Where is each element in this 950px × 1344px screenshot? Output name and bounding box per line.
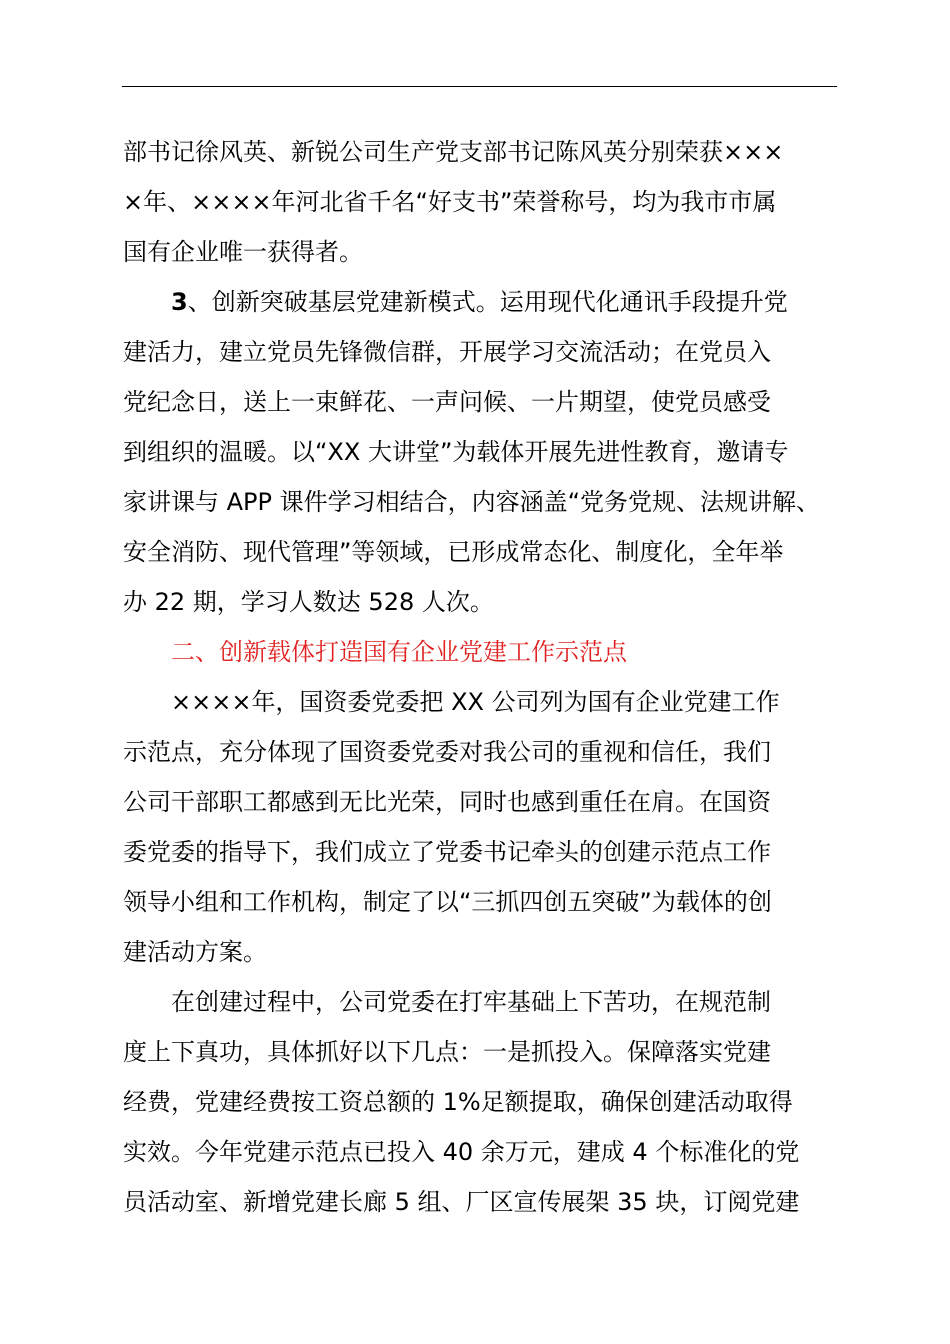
text-line: 实效。今年党建示范点已投入 40 余万元，建成 4 个标准化的党 [123, 1138, 800, 1166]
section-heading: 二、创新载体打造国有企业党建工作示范点 [171, 638, 627, 666]
document-body [123, 127, 839, 1227]
text-line: 在创建过程中，公司党委在打牢基础上下苦功，在规范制 [171, 988, 771, 1016]
text-line: 领导小组和工作机构，制定了以“三抓四创五突破”为载体的创 [123, 888, 772, 916]
text-line: 国有企业唯一获得者。 [123, 238, 363, 266]
text-line: 党纪念日，送上一束鲜花、一声问候、一片期望，使党员感受 [123, 388, 771, 416]
text-line: 公司干部职工都感到无比光荣，同时也感到重任在肩。在国资 [123, 788, 771, 816]
text-line: ××××年，国资委党委把 XX 公司列为国有企业党建工作 [171, 688, 780, 716]
text-line: 委党委的指导下，我们成立了党委书记牵头的创建示范点工作 [123, 838, 771, 866]
text-line: 到组织的温暖。以“XX 大讲堂”为载体开展先进性教育，邀请专 [123, 438, 789, 466]
text-line: 、创新突破基层党建新模式。运用现代化通讯手段提升党 [187, 288, 788, 316]
text-line: 度上下真功，具体抓好以下几点：一是抓投入。保障落实党建 [123, 1038, 771, 1066]
text-line: 示范点，充分体现了国资委党委对我公司的重视和信任，我们 [123, 738, 771, 766]
text-line: 家讲课与 APP 课件学习相结合，内容涵盖“党务党规、法规讲解、 [123, 488, 821, 516]
item-number: 3 [171, 288, 188, 316]
text-line: 建活动方案。 [123, 938, 267, 966]
text-line: 安全消防、现代管理”等领域，已形成常态化、制度化，全年举 [123, 538, 784, 566]
text-line: 办 22 期，学习人数达 528 人次。 [123, 588, 494, 616]
text-line: ×年、××××年河北省千名“好支书”荣誉称号，均为我市市属 [123, 188, 777, 216]
text-line: 部书记徐风英、新锐公司生产党支部书记陈风英分别荣获××× [123, 138, 784, 166]
text-line: 经费，党建经费按工资总额的 1%足额提取，确保创建活动取得 [123, 1088, 793, 1116]
text-line: 员活动室、新增党建长廊 5 组、厂区宣传展架 35 块，订阅党建 [123, 1188, 800, 1216]
header-rule [122, 86, 837, 87]
text-line: 建活力，建立党员先锋微信群，开展学习交流活动；在党员入 [123, 338, 771, 366]
paragraph-item-3-first-line [123, 277, 839, 327]
